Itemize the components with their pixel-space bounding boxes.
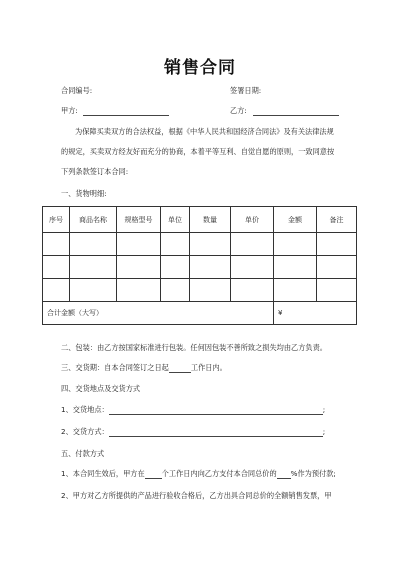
table-cell[interactable]: [161, 233, 190, 256]
total-amount-label: 合计金额（大写）: [43, 302, 274, 325]
column-header: 序号: [43, 207, 70, 233]
table-cell[interactable]: [231, 233, 274, 256]
total-amount-value[interactable]: ¥: [274, 302, 357, 325]
table-cell[interactable]: [274, 256, 317, 279]
goods-table: [42, 206, 357, 325]
table-cell[interactable]: [274, 233, 317, 256]
table-cell[interactable]: [231, 256, 274, 279]
delivery-clause-suffix: 工作日内。: [190, 363, 227, 372]
table-cell[interactable]: [117, 256, 161, 279]
prepayment-percent-field[interactable]: [277, 470, 291, 479]
table-cell[interactable]: [317, 256, 357, 279]
delivery-place-label: 1、交货地点：: [61, 405, 109, 414]
table-cell[interactable]: [117, 279, 161, 302]
column-header: 单位: [161, 207, 190, 233]
delivery-method-semicolon: ;: [322, 427, 326, 436]
column-header: 单价: [231, 207, 274, 233]
column-header: 规格型号: [117, 207, 161, 233]
delivery-clause: [61, 363, 227, 373]
payment-clause-1-part-a: 1、本合同生效后，甲方在: [61, 469, 145, 478]
payment-clause-1-part-c: %作为预付款;: [290, 469, 336, 478]
payment-clause-1-part-b: 个工作日内向乙方支付本合同总价的: [161, 469, 277, 478]
party-b-field[interactable]: [253, 107, 339, 116]
packaging-clause: 二、包装：由乙方按国家标准进行包装。任何因包装不善所致之损失均由乙方负责。: [61, 343, 327, 352]
table-cell[interactable]: [70, 279, 117, 302]
preamble-line-2: 的规定，买卖双方经友好而充分的协商，本着平等互利、自觉自愿的原则，一致同意按: [61, 147, 335, 156]
table-cell[interactable]: [190, 279, 231, 302]
delivery-place-field[interactable]: [109, 405, 326, 415]
table-cell[interactable]: [161, 256, 190, 279]
column-header: 数量: [190, 207, 231, 233]
table-cell[interactable]: [317, 233, 357, 256]
contract-number-label: 合同编号:: [61, 86, 93, 95]
table-cell[interactable]: [317, 279, 357, 302]
table-cell[interactable]: [70, 256, 117, 279]
table-cell[interactable]: [70, 233, 117, 256]
delivery-method-field[interactable]: [109, 427, 326, 437]
delivery-method-row: [61, 427, 325, 437]
table-header-row: [43, 207, 357, 233]
party-b-label: 乙方:: [230, 106, 247, 115]
delivery-place-semicolon: ;: [322, 405, 326, 414]
sign-date-label: 签署日期:: [230, 86, 262, 95]
delivery-place-heading: 四、交货地点及交货方式: [61, 384, 141, 393]
goods-section-heading: 一、货物明细:: [61, 189, 107, 198]
table-cell[interactable]: [43, 233, 70, 256]
payment-heading: 五、付款方式: [61, 449, 105, 458]
payment-days-field[interactable]: [145, 470, 162, 479]
payment-clause-2: 2、甲方对乙方所提供的产品进行验收合格后，乙方出具合同总价的全额销售发票，甲: [61, 491, 332, 500]
table-cell[interactable]: [190, 233, 231, 256]
party-a-label: 甲方:: [61, 106, 78, 115]
party-a-field[interactable]: [83, 107, 169, 116]
table-row: [43, 279, 357, 302]
delivery-days-field[interactable]: [169, 364, 191, 373]
table-cell[interactable]: [274, 279, 317, 302]
table-cell[interactable]: [161, 279, 190, 302]
total-row: [43, 302, 357, 325]
page-title: 销售合同: [164, 58, 236, 78]
delivery-method-label: 2、交货方式：: [61, 427, 109, 436]
preamble-line-3: 下列条款签订本合同:: [61, 167, 129, 176]
table-cell[interactable]: [43, 256, 70, 279]
preamble-line-1: 为保障买卖双方的合法权益，根据《中华人民共和国经济合同法》及有关法律法规: [75, 127, 334, 136]
table-cell[interactable]: [190, 256, 231, 279]
table-cell[interactable]: [43, 279, 70, 302]
table-cell[interactable]: [117, 233, 161, 256]
delivery-clause-prefix: 三、交货期：自本合同签订之日起: [61, 363, 169, 372]
table-row: [43, 233, 357, 256]
table-cell[interactable]: [231, 279, 274, 302]
column-header: 备注: [317, 207, 357, 233]
column-header: 金额: [274, 207, 317, 233]
delivery-place-row: [61, 405, 325, 415]
table-row: [43, 256, 357, 279]
column-header: 商品名称: [70, 207, 117, 233]
payment-clause-1: [61, 469, 336, 479]
